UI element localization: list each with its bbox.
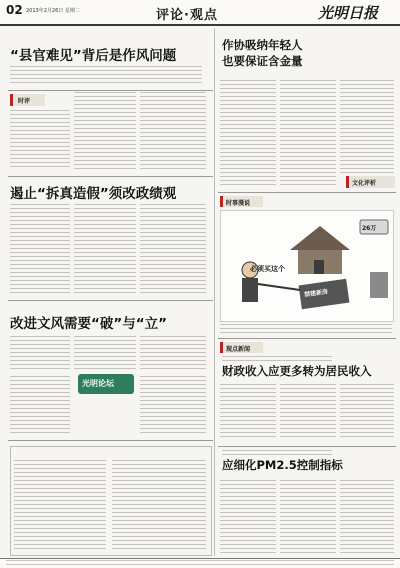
article-1-body-col2 bbox=[74, 92, 136, 170]
person-body-icon bbox=[242, 278, 258, 302]
article-3-body-col1 bbox=[10, 204, 70, 296]
divider bbox=[218, 338, 396, 339]
article-3-title: 遏止“拆真造假”须改政绩观 bbox=[10, 186, 177, 202]
article-6-title: 应细化PM2.5控制指标 bbox=[222, 458, 343, 472]
article-3-body-col3 bbox=[140, 204, 206, 296]
newspaper-logo: 光明日报 bbox=[318, 4, 379, 22]
article-2-body-col1 bbox=[220, 80, 276, 188]
article-5-body-col1 bbox=[220, 384, 276, 440]
cartoon-price: 26万 bbox=[362, 225, 377, 232]
article-4-body-col3 bbox=[140, 336, 206, 372]
house-roof-icon bbox=[290, 226, 350, 250]
divider bbox=[218, 192, 396, 193]
article-1-body-col1 bbox=[10, 110, 70, 170]
article-2-title-line1: 作协吸纳年轻人 bbox=[222, 38, 303, 52]
section-title: 评论·观点 bbox=[156, 8, 218, 23]
article-4-body-col1-cont bbox=[10, 376, 70, 436]
divider bbox=[8, 440, 213, 441]
divider bbox=[218, 446, 396, 447]
page-number: 02 bbox=[6, 3, 23, 17]
article-5-title: 财政收入应更多转为居民收入 bbox=[222, 364, 372, 378]
divider bbox=[8, 90, 213, 91]
cartoon-caption: 必须买这个 bbox=[250, 265, 285, 273]
wenhua-label: 文化评析 bbox=[352, 180, 377, 187]
figure-icon bbox=[370, 272, 388, 298]
article-5-kicker bbox=[222, 356, 332, 361]
article-4-body-col2 bbox=[74, 336, 136, 372]
article-6-kicker bbox=[222, 450, 332, 455]
bottom-left-body-col2 bbox=[112, 460, 206, 550]
shishi-label: 时事漫说 bbox=[226, 200, 251, 207]
shiping-label: 时评 bbox=[18, 98, 31, 105]
article-1-title: “县官难见”背后是作风问题 bbox=[10, 48, 177, 64]
issue-date: 2013年2月26日 星期二 bbox=[26, 8, 80, 14]
article-6-body-col3 bbox=[340, 480, 394, 554]
cartoon-caption-text bbox=[220, 324, 392, 334]
bottom-left-body-col1 bbox=[14, 460, 106, 550]
column-divider bbox=[214, 28, 215, 556]
article-2-title-line2: 也要保证含金量 bbox=[222, 54, 303, 68]
footer-text bbox=[6, 560, 394, 565]
article-1-body-col3 bbox=[140, 92, 206, 170]
article-6-body-col2 bbox=[280, 480, 336, 554]
article-4-body-col1 bbox=[10, 336, 70, 372]
article-6-body-col1 bbox=[220, 480, 276, 554]
article-1-lede bbox=[10, 66, 202, 86]
divider bbox=[8, 300, 213, 301]
article-3-body-col2 bbox=[74, 204, 136, 296]
article-5-body-col2 bbox=[280, 384, 336, 440]
forum-badge: 光明论坛 bbox=[82, 379, 114, 388]
person-arm-icon bbox=[258, 284, 300, 290]
guangdian-label: 现点新闻 bbox=[226, 346, 251, 353]
divider bbox=[8, 176, 213, 177]
cartoon-box-label: 禁建新房 bbox=[303, 288, 329, 299]
article-2-body-col2 bbox=[280, 80, 336, 188]
house-door-icon bbox=[314, 260, 324, 274]
article-4-title: 改进文风需要“破”与“立” bbox=[10, 316, 167, 332]
article-5-body-col3 bbox=[340, 384, 394, 440]
article-4-body-col3-cont bbox=[140, 376, 206, 436]
article-2-body-col3 bbox=[340, 80, 394, 174]
